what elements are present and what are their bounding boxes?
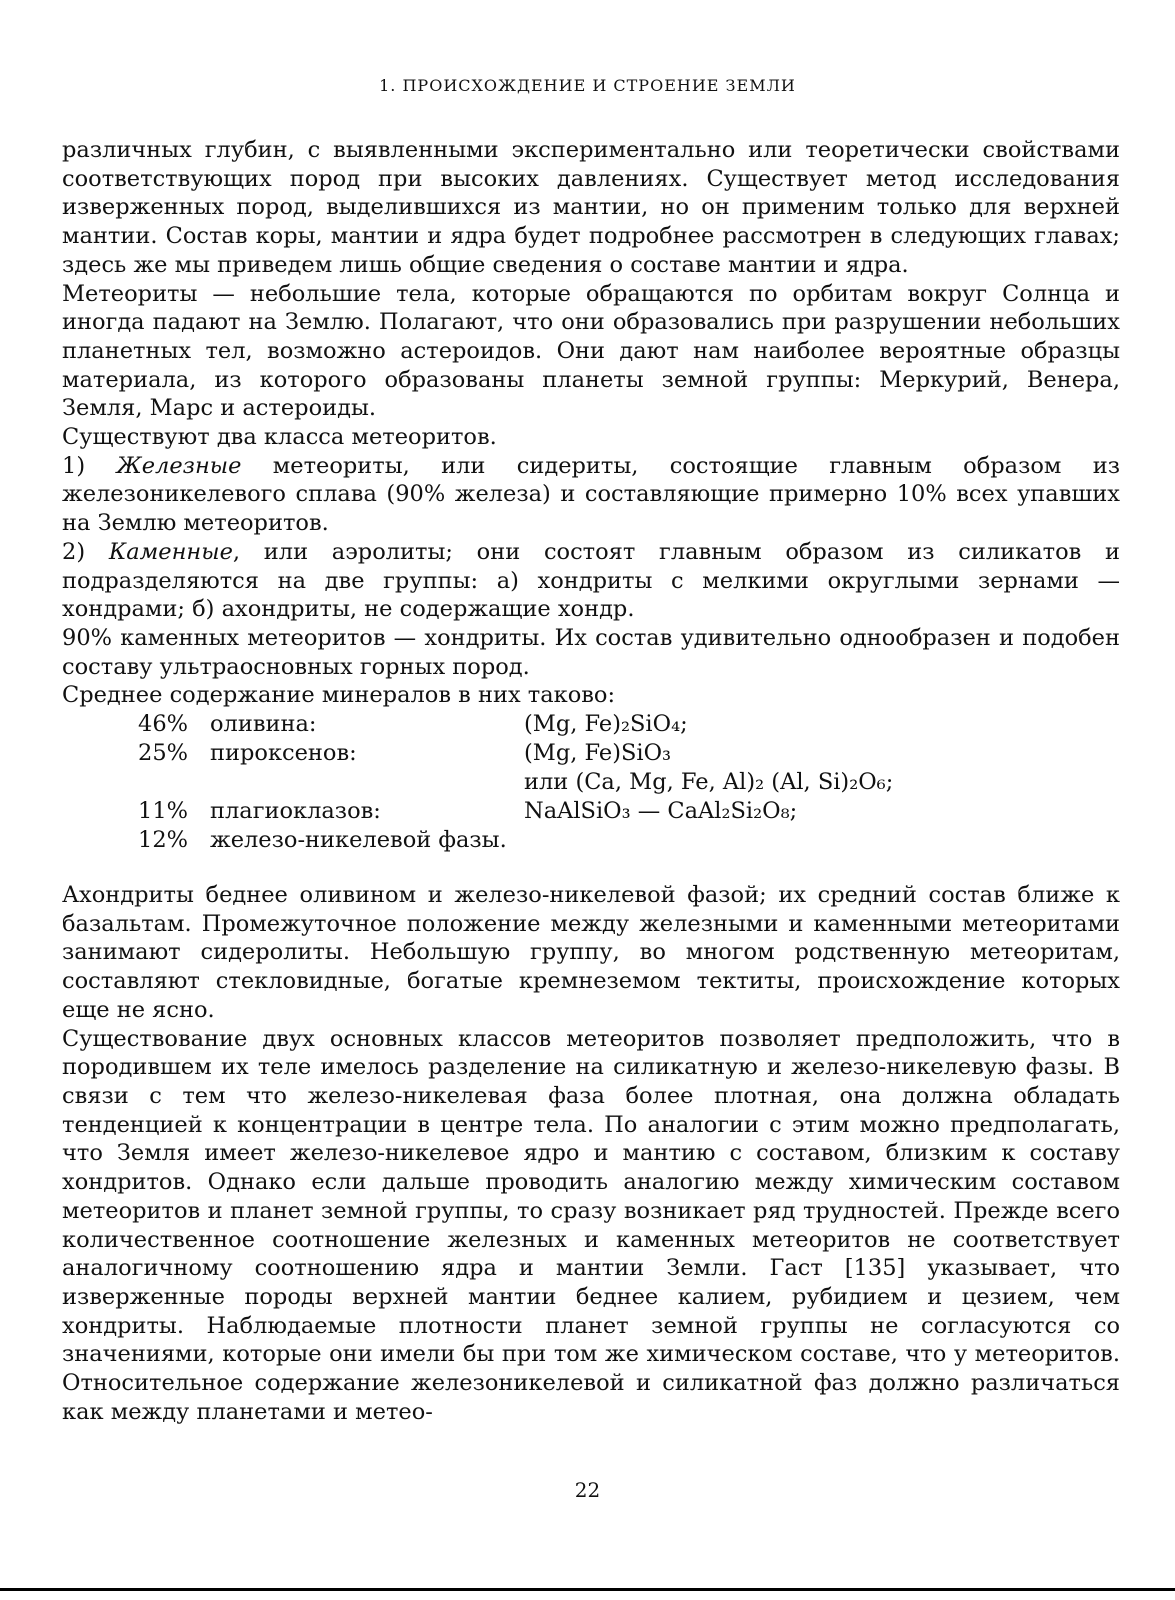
mineral-composition-table [62,710,1120,855]
mineral-formula: (Mg, Fe)₂SiO₄; [524,711,688,738]
term-italic: Железные [116,452,242,479]
paragraph: Существование двух основных классов метеоритов позволяет предположить, что в породившем их теле имелось разделение на силикатную и железо-никелевую фазы. В связи с тем что железо-никелевая фаза более плотная, она должна обладать тенденцией к концентрации в центре тела. По аналогии с этим можно предполагать, что Земля имеет железо-никелевое ядро и мантию с составом, близким к составу хондритов. Однако если дальше проводить аналогию между химическим составом метеоритов и планет земной группы, то сразу возникает ряд трудностей. Прежде всего количественное соотношение железных и каменных метеоритов не соответствует аналогичному соотношению ядра и мантии Земли. Гаст [135] указывает, что изверженные породы верхней мантии беднее калием, рубидием и цезием, чем хондриты. Наблюдаемые плотности планет земной группы не согласуются со значениями, которые они имели бы при том же химическом составе, что у метеоритов. Относительное содержание железоникелевой и силикатной фаз должно различаться как между планетами и метео- [62,1025,1120,1425]
paragraph: 90% каменных метеоритов — хондриты. Их состав удивительно однообразен и подобен составу ультраосновных горных пород. [62,624,1120,680]
mineral-percent: 25% [138,740,189,767]
mineral-row [138,826,1120,855]
paragraph: Существуют два класса метеоритов. [62,424,497,451]
mineral-name: пироксенов: [210,740,357,767]
mineral-percent: 12% [138,827,189,854]
page-number: 22 [574,1478,601,1502]
mineral-name: железо-никелевой фазы. [210,827,507,854]
list-number: 2) [62,538,109,565]
mineral-row [138,768,1120,797]
mineral-row [138,739,1120,768]
body-text [62,136,1120,1426]
list-item-stony-meteorites [62,538,1120,624]
paragraph: Среднее содержание минералов в них таково: [62,682,616,709]
list-text: метеориты, или сидериты, состоящие главным образом из железоникелевого сплава (90% железа) и составляющие примерно 10% всех упавших на Землю метеоритов. [62,452,1120,537]
list-number: 1) [62,452,117,479]
bottom-border [0,1588,1175,1591]
mineral-formula: (Mg, Fe)SiO₃ [524,740,672,767]
paragraph: различных глубин, с выявленными экспериментально или теоретически свойствами соответствующих пород при высоких давлениях. Существует метод исследования изверженных пород, выделившихся из мантии, но он применим только для верхней мантии. Состав коры, мантии и ядра будет подробнее рассмотрен в следующих главах; здесь же мы приведем лишь общие сведения о составе мантии и ядра. [62,137,1120,278]
mineral-percent: 11% [138,798,189,825]
term-italic: Каменные [108,538,233,565]
spacer [62,855,1120,881]
list-text: , или аэролиты; они состоят главным образом из силикатов и подразделяются на две группы: а) хондриты с мелкими округлыми зернами — хондрами; б) ахондриты, не содержащие хондр. [62,538,1120,623]
paragraph: Метеориты — небольшие тела, которые обращаются по орбитам вокруг Солнца и иногда падают на Землю. Полагают, что они образовались при разрушении небольших планетных тел, возможно астероидов. Они дают нам наиболее вероятные образцы материала, из которого образованы планеты земной группы: Меркурий, Венера, Земля, Марс и астероиды. [62,280,1120,422]
paragraph: Ахондриты беднее оливином и железо-никелевой фазой; их средний состав ближе к базальтам. Промежуточное положение между железными и каменными метеоритами занимают сидеролиты. Небольшую группу, во многом родственную метеоритам, составляют стекловидные, богатые кремнеземом тектиты, происхождение которых еще не ясно. [62,882,1120,1023]
mineral-percent: 46% [138,711,189,738]
mineral-formula: NaAlSiO₃ — CaAl₂Si₂O₈; [524,798,798,825]
mineral-formula: или (Ca, Mg, Fe, Al)₂ (Al, Si)₂O₆; [524,769,894,796]
list-item-iron-meteorites [62,452,1120,538]
running-header: 1. ПРОИСХОЖДЕНИЕ И СТРОЕНИЕ ЗЕМЛИ [379,76,796,95]
mineral-row [138,710,1120,739]
mineral-row [138,797,1120,826]
mineral-name: плагиоклазов: [210,798,381,825]
mineral-name: оливина: [210,711,317,738]
